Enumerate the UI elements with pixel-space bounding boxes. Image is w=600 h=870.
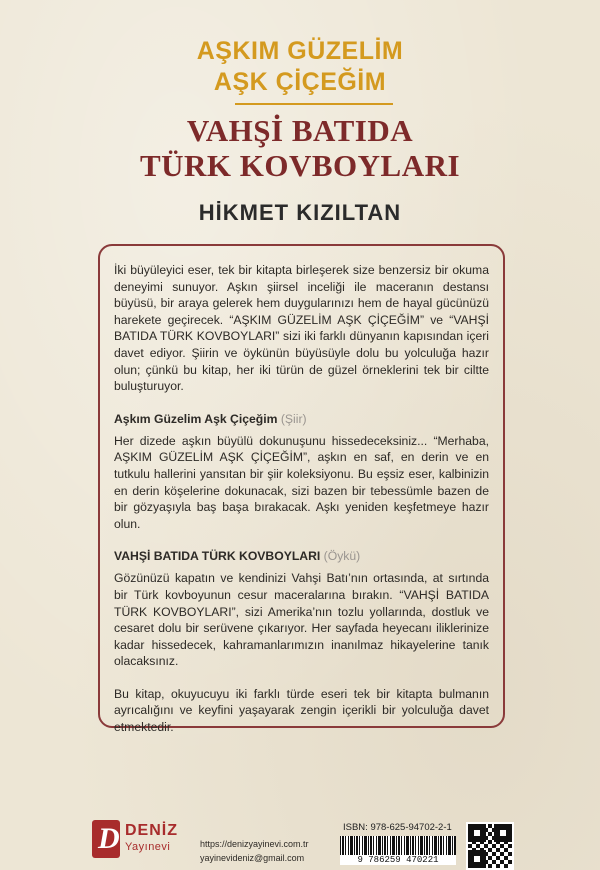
title-1-line-1: AŞKIM GÜZELİM [196,37,404,65]
title-2-line-1: VAHŞİ BATIDA [186,113,414,148]
barcode-digits: 9 786259 470221 [340,855,456,865]
publisher-subtitle: Yayınevi [125,841,171,853]
section-1-paragraph: Her dizede aşkın büyülü dokunuşunu hissedeceksiniz... “Merhaba, AŞKIM GÜZELİM AŞK ÇİÇEĞİM”, aşkın en saf, en derin ve en tutkulu hallerini yansıtan bir şiir koleksiyonu. Bu eşsiz eser, kalbinizin en derin köşelerine dokunacak, sizi bazen bir tebessümle bazen de bir gözyaşıyla baş başa bırakacak. Aşkı yeniden keşfetmeye hazır olun. [114,433,489,531]
section-2-title: VAHŞİ BATIDA TÜRK KOVBOYLARI [114,549,321,564]
isbn-label: ISBN: 978-625-94702-2-1 [343,822,452,833]
section-1-heading [114,411,489,427]
email-link[interactable]: yayinevideniz@gmail.com [200,853,305,863]
publisher-logo [92,820,190,858]
title-divider [235,103,393,105]
section-2-genre: (Öykü) [323,549,361,564]
contact-links [200,837,309,865]
title-2-line-2: TÜRK KOVBOYLARI [139,148,461,183]
title-1-line-2: AŞK ÇİÇEĞİM [213,68,387,96]
section-2-paragraph: Gözünüzü kapatın ve kendinizi Vahşi Batı’nın ortasında, at sırtında bir Türk kovboyunun cesur maceralarına bırakın. “VAHŞİ BATIDA TÜRK KOVBOYLARI”, sizi Amerika’nın tozlu yollarında, dostluk ve cesaret dolu bir serüvene çıkarıyor. Her sayfada heyecanı iliklerinize kadar hissedecek, kahramanlarımızın inanılmaz hikayelerine tanık olacaksınız. [114,571,489,669]
section-2-heading [114,548,489,564]
qr-code-icon [466,822,514,870]
paragraph-gap [114,670,489,686]
publisher-name: DENİZ [125,822,178,839]
section-1-genre: (Şiir) [280,411,307,426]
logo-mark-letter: D [98,822,120,855]
intro-paragraph: İki büyüleyici eser, tek bir kitapta birleşerek size benzersiz bir okuma deneyimi sunuyor. Aşkın şiirsel inceliği ile maceranın destansı büyüsü, bir araya gelerek hem duygularınızı hem de hayal gücünüzü harekete geçirecek. “AŞKIM GÜZELİM AŞK ÇİÇEĞİM” ve “VAHŞİ BATIDA TÜRK KOVBOYLARI” sizi iki farklı dünyanın kapısından içeri davet ediyor. Şiirin ve öykünün büyüsüyle dolu bu yolculuğa hazır olun; çünkü bu kitap, her iki türün de güzel örneklerini tek bir ciltte buluşturuyor. [114,263,489,394]
description-box [98,244,505,735]
closing-paragraph: Bu kitap, okuyucuyu iki farklı türde eseri tek bir kitapta bulmanın ayrıcalığını ve keyfini yaşayarak zengin içerikli bir yolculuğa davet etmektedir. [114,686,489,735]
logo-mark-icon [92,820,120,858]
author-name: HİKMET KIZILTAN [198,200,402,225]
website-link[interactable]: https://denizyayinevi.com.tr [200,839,309,849]
section-1-title: Aşkım Güzelim Aşk Çiçeğim [114,411,278,426]
